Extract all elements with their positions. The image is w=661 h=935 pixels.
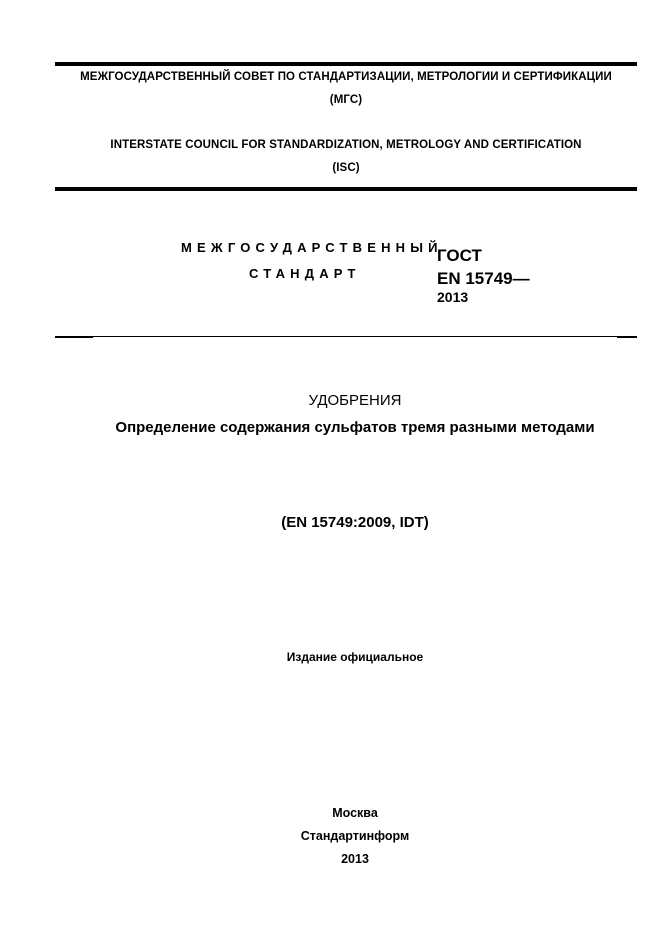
imprint-city: Москва xyxy=(332,806,378,820)
imprint-year: 2013 xyxy=(341,852,369,866)
equivalence-note: (EN 15749:2009, IDT) xyxy=(281,514,429,531)
standard-type-line1: МЕЖГОСУДАРСТВЕННЫЙ xyxy=(181,240,443,255)
divider-right-accent xyxy=(617,336,637,338)
council-abbr-ru: (МГС) xyxy=(329,94,363,106)
imprint-publisher: Стандартинформ xyxy=(300,829,410,843)
council-abbr-en: (ISC) xyxy=(332,162,360,174)
top-rule xyxy=(55,62,637,66)
designation-number: EN 15749— xyxy=(437,269,530,288)
document-title: УДОБРЕНИЯ xyxy=(308,392,402,409)
designation-prefix: ГОСТ xyxy=(437,246,482,265)
designation-year: 2013 xyxy=(437,289,469,305)
divider-left-accent xyxy=(55,336,93,338)
edition-note: Издание официальное xyxy=(286,650,424,664)
council-name-ru: МЕЖГОСУДАРСТВЕННЫЙ СОВЕТ ПО СТАНДАРТИЗАЦИИ, МЕТРОЛОГИИ И СЕРТИФИКАЦИИ xyxy=(80,71,612,83)
header-divider xyxy=(55,336,637,337)
standard-type-line2: СТАНДАРТ xyxy=(249,266,361,281)
council-bottom-rule xyxy=(55,187,637,191)
document-subtitle: Определение содержания сульфатов тремя разными методами xyxy=(115,419,595,436)
council-name-en: INTERSTATE COUNCIL FOR STANDARDIZATION, METROLOGY AND CERTIFICATION xyxy=(110,139,582,151)
